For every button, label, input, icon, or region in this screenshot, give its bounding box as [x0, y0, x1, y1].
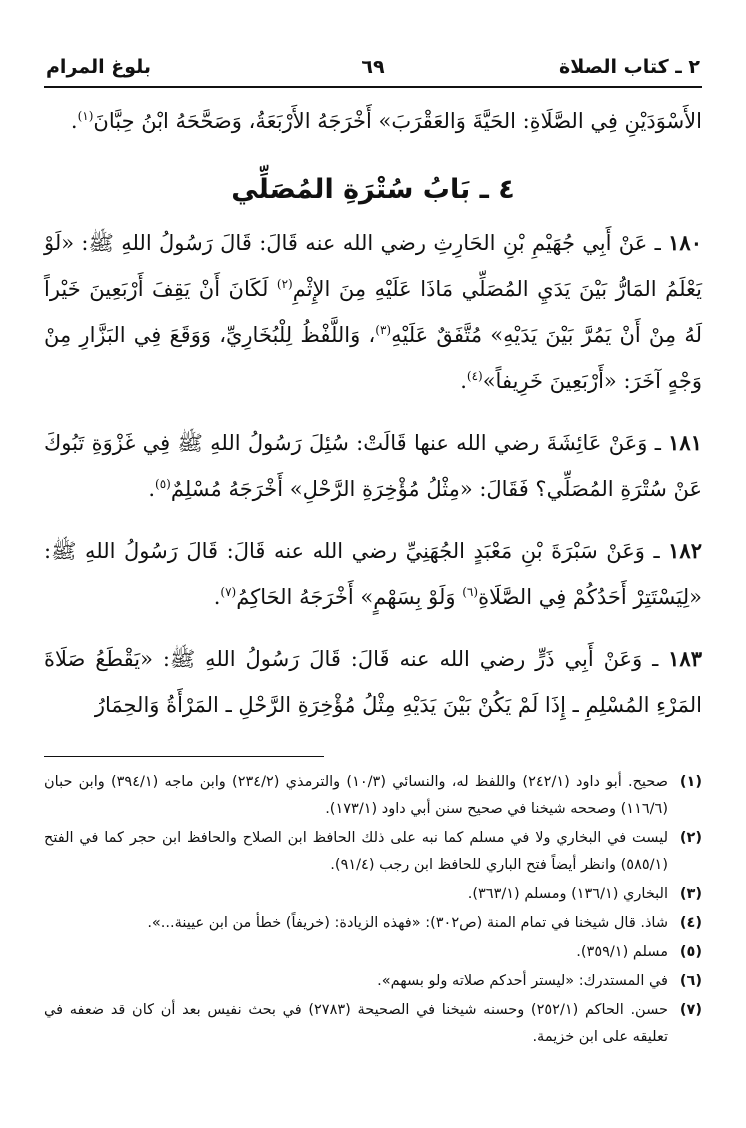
footnote: [44, 968, 702, 995]
footnote-number: (٢): [679, 830, 702, 846]
hadith-number: ١٨٣: [668, 646, 702, 671]
footnote-ref-3[interactable]: (٣): [375, 323, 392, 337]
chapter-title: ٤ ـ بَابُ سُتْرَةِ المُصَلِّي: [231, 174, 515, 205]
footnote-ref-5[interactable]: (٥): [155, 477, 171, 491]
hadith-end: .: [213, 585, 221, 609]
continuation-paragraph: [44, 98, 702, 144]
header-book-title: بلوغ المرام: [46, 56, 152, 78]
footnote-number: (٣): [679, 886, 702, 902]
footnote: [44, 825, 702, 879]
footnote: [44, 881, 702, 908]
footnote-ref-4[interactable]: (٤): [466, 369, 483, 383]
hadith-end: .: [148, 477, 156, 501]
footnote-ref-1[interactable]: (١): [77, 109, 94, 123]
footnote-text: حسن. الحاكم (٢٥٢/١) وحسنه شيخنا في الصحيحة (٢٧٨٣) في بحث نفيس بعد أن كان قد ضعفه في تعليقه على ابن خزيمة.: [44, 1002, 668, 1045]
hadith-text: لَكَانَ أَنْ يَقِفَ أَرْبَعِينَ خَيْراً لَهُ مِنْ أَنْ يَمُرَّ بَيْنَ يَدَيْهِ» مُتَّفَقٌ عَلَيْهِ: [44, 277, 702, 347]
footnote-text: شاذ. قال شيخنا في تمام المنة (ص٣٠٢): «فهذه الزيادة: (خريفاً) خطأ من ابن عيينة...».: [147, 915, 668, 931]
footnote-number: (٧): [679, 1002, 702, 1018]
footnote: [44, 910, 702, 937]
footnote-divider: [44, 756, 324, 757]
footnote-text: مسلم (٣٥٩/١).: [576, 944, 668, 960]
footnote-text: صحيح. أبو داود (٢٤٢/١) واللفظ له، والنسائي (١٠/٣) والترمذي (٢٣٤/٢) وابن ماجه (٣٩٤/١) وابن حبان (١١٦/٦) وصححه شيخنا في صحيح سنن أبي داود (١٧٣/١).: [44, 774, 668, 817]
hadith-182: [44, 528, 702, 620]
footnote: [44, 769, 702, 823]
footnote-number: (٤): [679, 915, 702, 931]
hadith-180: [44, 220, 702, 404]
footnote-number: (٥): [679, 944, 702, 960]
continuation-text: الأَسْوَدَيْنِ فِي الصَّلَاةِ: الحَيَّةَ وَالعَقْرَبَ» أَخْرَجَهُ الأَرْبَعَةُ، وَصَحَّحَهُ ابْنُ حِبَّانَ: [93, 109, 702, 133]
hadith-text: ـ وَعَنْ عَائِشَةَ رضي الله عنها قَالَتْ: سُئِلَ رَسُولُ اللهِ ﷺ فِي غَزْوَةِ تَبُوكَ عَنْ سُتْرَةِ المُصَلِّي؟ فَقَالَ: «مِثْلُ مُؤْخِرَةِ الرَّحْلِ» أَخْرَجَهُ مُسْلِمٌ: [44, 431, 702, 501]
hadith-number: ١٨٢: [668, 538, 702, 563]
header-chapter: ٢ ـ كتاب الصلاة: [559, 56, 700, 78]
footnote-ref-6[interactable]: (٦): [462, 585, 479, 599]
hadith-text: ـ وَعَنْ أَبِي ذَرٍّ رضي الله عنه قَالَ: قَالَ رَسُولُ اللهِ ﷺ: «يَقْطَعُ صَلَاةَ المَرْءِ المُسْلِمِ ـ إِذَا لَمْ يَكُنْ بَيْنَ يَدَيْهِ مِثْلُ مُؤْخِرَةِ الرَّحْلِ ـ المَرْأَةُ وَالحِمَارُ: [44, 647, 702, 717]
hadith-number: ١٨٠: [668, 230, 702, 255]
continuation-end: .: [70, 109, 78, 133]
header-page-number: ٦٩: [361, 56, 385, 78]
hadith-text: ـ عَنْ أَبِي جُهَيْمِ بْنِ الحَارِثِ رضي الله عنه قَالَ: قَالَ رَسُولُ اللهِ ﷺ: «لَوْ يَعْلَمُ المَارُّ بَيْنَ يَدَيِ المُصَلِّي مَاذَا عَلَيْهِ مِنَ الإِثْمِ: [44, 231, 702, 301]
footnote: [44, 997, 702, 1051]
footnote-ref-7[interactable]: (٧): [220, 585, 237, 599]
hadith-number: ١٨١: [668, 430, 702, 455]
hadith-end: .: [460, 369, 467, 393]
hadith-text: ـ وَعَنْ سَبْرَةَ بْنِ مَعْبَدٍ الجُهَنِيِّ رضي الله عنه قَالَ: قَالَ رَسُولُ اللهِ ﷺ: «لِيَسْتَتِرْ أَحَدُكُمْ فِي الصَّلَاةِ: [44, 539, 702, 609]
running-header: [44, 52, 702, 88]
hadith-text: ، وَاللَّفْظُ لِلْبُخَارِيِّ، وَوَقَعَ فِي البَزَّارِ مِنْ وَجْهٍ آخَرَ: «أَرْبَعِينَ خَرِيفاً»: [44, 323, 702, 393]
footnote: [44, 939, 702, 966]
footnote-text: البخاري (١٣٦/١) ومسلم (٣٦٣/١).: [467, 886, 668, 902]
footnote-number: (٦): [679, 973, 702, 989]
footnote-text: في المستدرك: «ليستر أحدكم صلاته ولو بسهم».: [377, 973, 668, 989]
footnote-ref-2[interactable]: (٢): [276, 277, 293, 291]
footnote-number: (١): [679, 774, 702, 790]
hadith-text: وَلَوْ بِسَهْمٍ» أَخْرَجَهُ الحَاكِمُ: [236, 585, 456, 609]
footnotes: [44, 769, 702, 1051]
hadith-181: [44, 420, 702, 512]
footnote-text: ليست في البخاري ولا في مسلم كما نبه على ذلك الحافظ ابن الصلاح والحافظ ابن حجر كما في الفتح (٥٨٥/١) وانظر أيضاً فتح الباري للحافظ ابن رجب (٩١/٤).: [44, 830, 668, 873]
hadith-183: [44, 636, 702, 728]
